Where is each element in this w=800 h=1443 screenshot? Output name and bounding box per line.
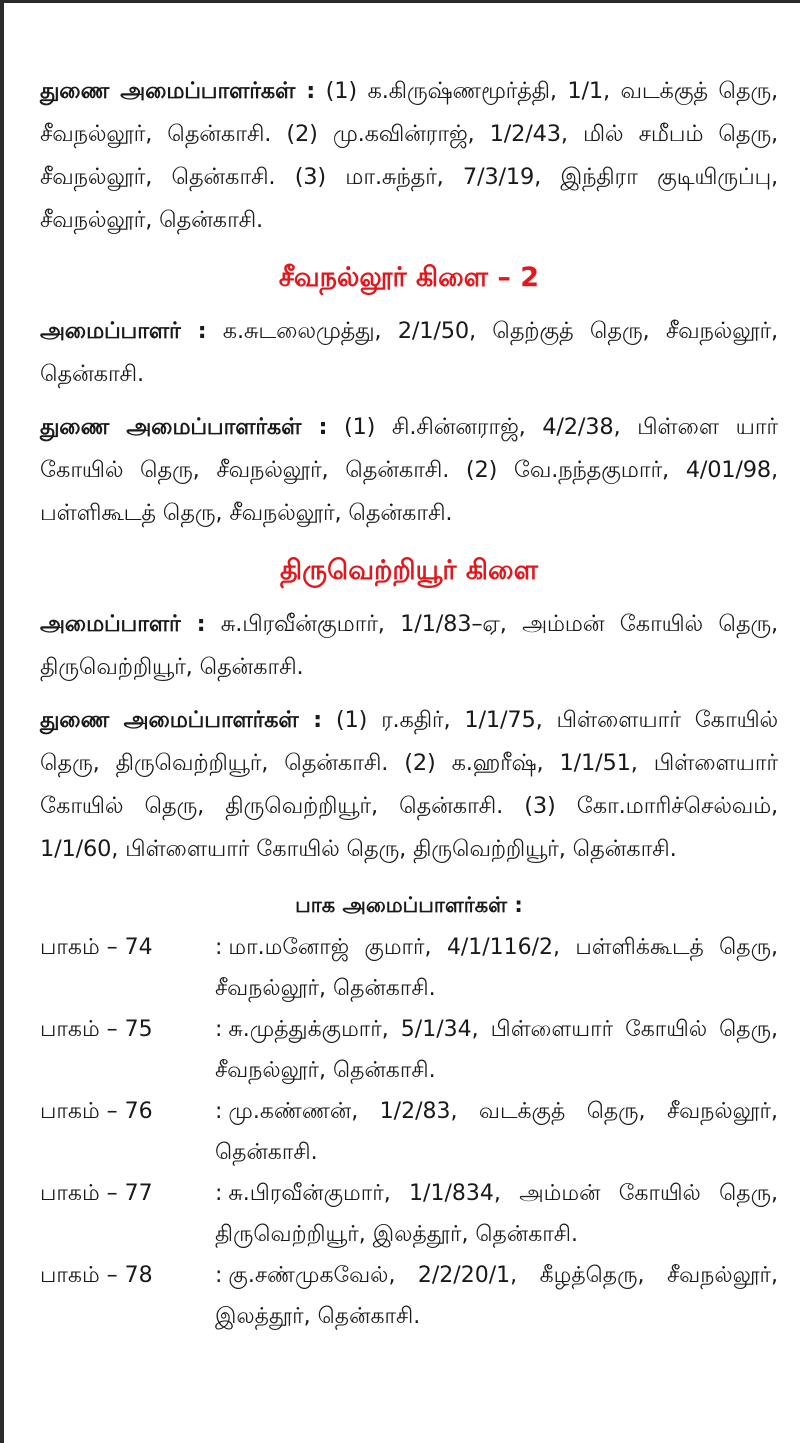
part-text: சு.முத்துக்குமார், 5/1/34, பிள்ளையார் கோயில் தெரு, சீவநல்லூர், தென்காசி. — [215, 1017, 778, 1083]
article-body — [40, 70, 778, 1337]
part-label: பாகம் – 74 — [40, 935, 153, 960]
deputies-label: துணை அமைப்பாளர்கள் : — [40, 707, 322, 733]
organizer-text: க.சுடலைமுத்து, 2/1/50, தெற்குத் தெரு, சீவநல்லூர், தென்காசி. — [40, 318, 778, 387]
part-entry: : மு.கண்ணன், 1/2/83, வடக்குத் தெரு, சீவநல்லூர், தென்காசி. — [215, 1099, 778, 1165]
part-entry: : மா.மனோஜ் குமார், 4/1/116/2, பள்ளிக்கூடத் தெரு, சீவநல்லூர், தென்காசி. — [215, 935, 778, 1001]
part-row — [40, 1255, 778, 1337]
part-row — [40, 1173, 778, 1255]
part-entry: : சு.முத்துக்குமார், 5/1/34, பிள்ளையார் கோயில் தெரு, சீவநல்லூர், தென்காசி. — [215, 1017, 778, 1083]
organizer-text: சு.பிரவீன்குமார், 1/1/83–ஏ, அம்மன் கோயில் தெரு, திருவெற்றியூர், தென்காசி. — [40, 611, 779, 680]
organizer-label: அமைப்பாளர் : — [40, 318, 207, 344]
part-row — [40, 1091, 778, 1173]
deputies-text: (1) ர.கதிர், 1/1/75, பிள்ளையார் கோயில் தெரு, திருவெற்றியூர், தென்காசி. (2) க.ஹரீஷ், 1/1/51, பிள்ளையார் கோயில் தெரு, திருவெற்றியூர், தென்காசி. (3) கோ.மாரிச்செல்வம், 1/1/60, பிள்ளையார் கோயில் தெரு, திருவெற்றியூர், தென்காசி. — [40, 707, 779, 862]
parts-heading: பாக அமைப்பாளர்கள் : — [295, 893, 523, 917]
part-text: சு.பிரவீன்குமார், 1/1/834, அம்மன் கோயில் தெரு, திருவெற்றியூர், இலத்தூர், தென்காசி. — [215, 1181, 778, 1247]
deputies-label: துணை அமைப்பாளர்கள் : — [40, 414, 328, 440]
deputies-text: (1) க.கிருஷ்ணமூர்த்தி, 1/1, வடக்குத் தெரு, சீவநல்லூர், தென்காசி. (2) மு.கவின்ராஜ், 1/2/43, மில் சமீபம் தெரு, சீவநல்லூர், தென்காசி. (3) மா.சுந்தர், 7/3/19, இந்திரா குடியிருப்பு, சீவநல்லூர், தென்காசி. — [40, 78, 778, 233]
part-label: பாகம் – 78 — [40, 1263, 153, 1288]
part-entry: : கு.சண்முகவேல், 2/2/20/1, கீழத்தெரு, சீவநல்லூர், இலத்தூர், தென்காசி. — [215, 1263, 778, 1329]
organizer-label: அமைப்பாளர் : — [40, 611, 206, 637]
part-label: பாகம் – 75 — [40, 1017, 153, 1042]
parts-list — [40, 927, 778, 1337]
branch2-heading: சீவநல்லூர் கிளை – 2 — [278, 262, 540, 293]
branch1-deputies — [40, 70, 778, 242]
part-row — [40, 1009, 778, 1091]
branch3-heading: திருவெற்றியூர் கிளை — [280, 555, 538, 586]
part-label: பாகம் – 76 — [40, 1099, 153, 1124]
deputies-text: (1) சி.சின்னராஜ், 4/2/38, பிள்ளை யார் கோயில் தெரு, சீவநல்லூர், தென்காசி. (2) வே.நந்தகுமார், 4/01/98, பள்ளிகூடத் தெரு, சீவநல்லூர், தென்காசி. — [40, 414, 778, 526]
part-entry: : சு.பிரவீன்குமார், 1/1/834, அம்மன் கோயில் தெரு, திருவெற்றியூர், இலத்தூர், தென்காசி. — [215, 1181, 778, 1247]
branch2-organizer — [40, 310, 778, 396]
part-text: மு.கண்ணன், 1/2/83, வடக்குத் தெரு, சீவநல்லூர், தென்காசி. — [215, 1099, 778, 1165]
part-row — [40, 927, 778, 1009]
branch2-deputies — [40, 406, 778, 535]
branch3-deputies — [40, 699, 778, 871]
part-label: பாகம் – 77 — [40, 1181, 153, 1206]
branch3-organizer — [40, 603, 778, 689]
part-text: கு.சண்முகவேல், 2/2/20/1, கீழத்தெரு, சீவநல்லூர், இலத்தூர், தென்காசி. — [215, 1263, 778, 1329]
part-text: மா.மனோஜ் குமார், 4/1/116/2, பள்ளிக்கூடத் தெரு, சீவநல்லூர், தென்காசி. — [215, 935, 778, 1001]
deputies-label: துணை அமைப்பாளர்கள் : — [40, 78, 316, 104]
